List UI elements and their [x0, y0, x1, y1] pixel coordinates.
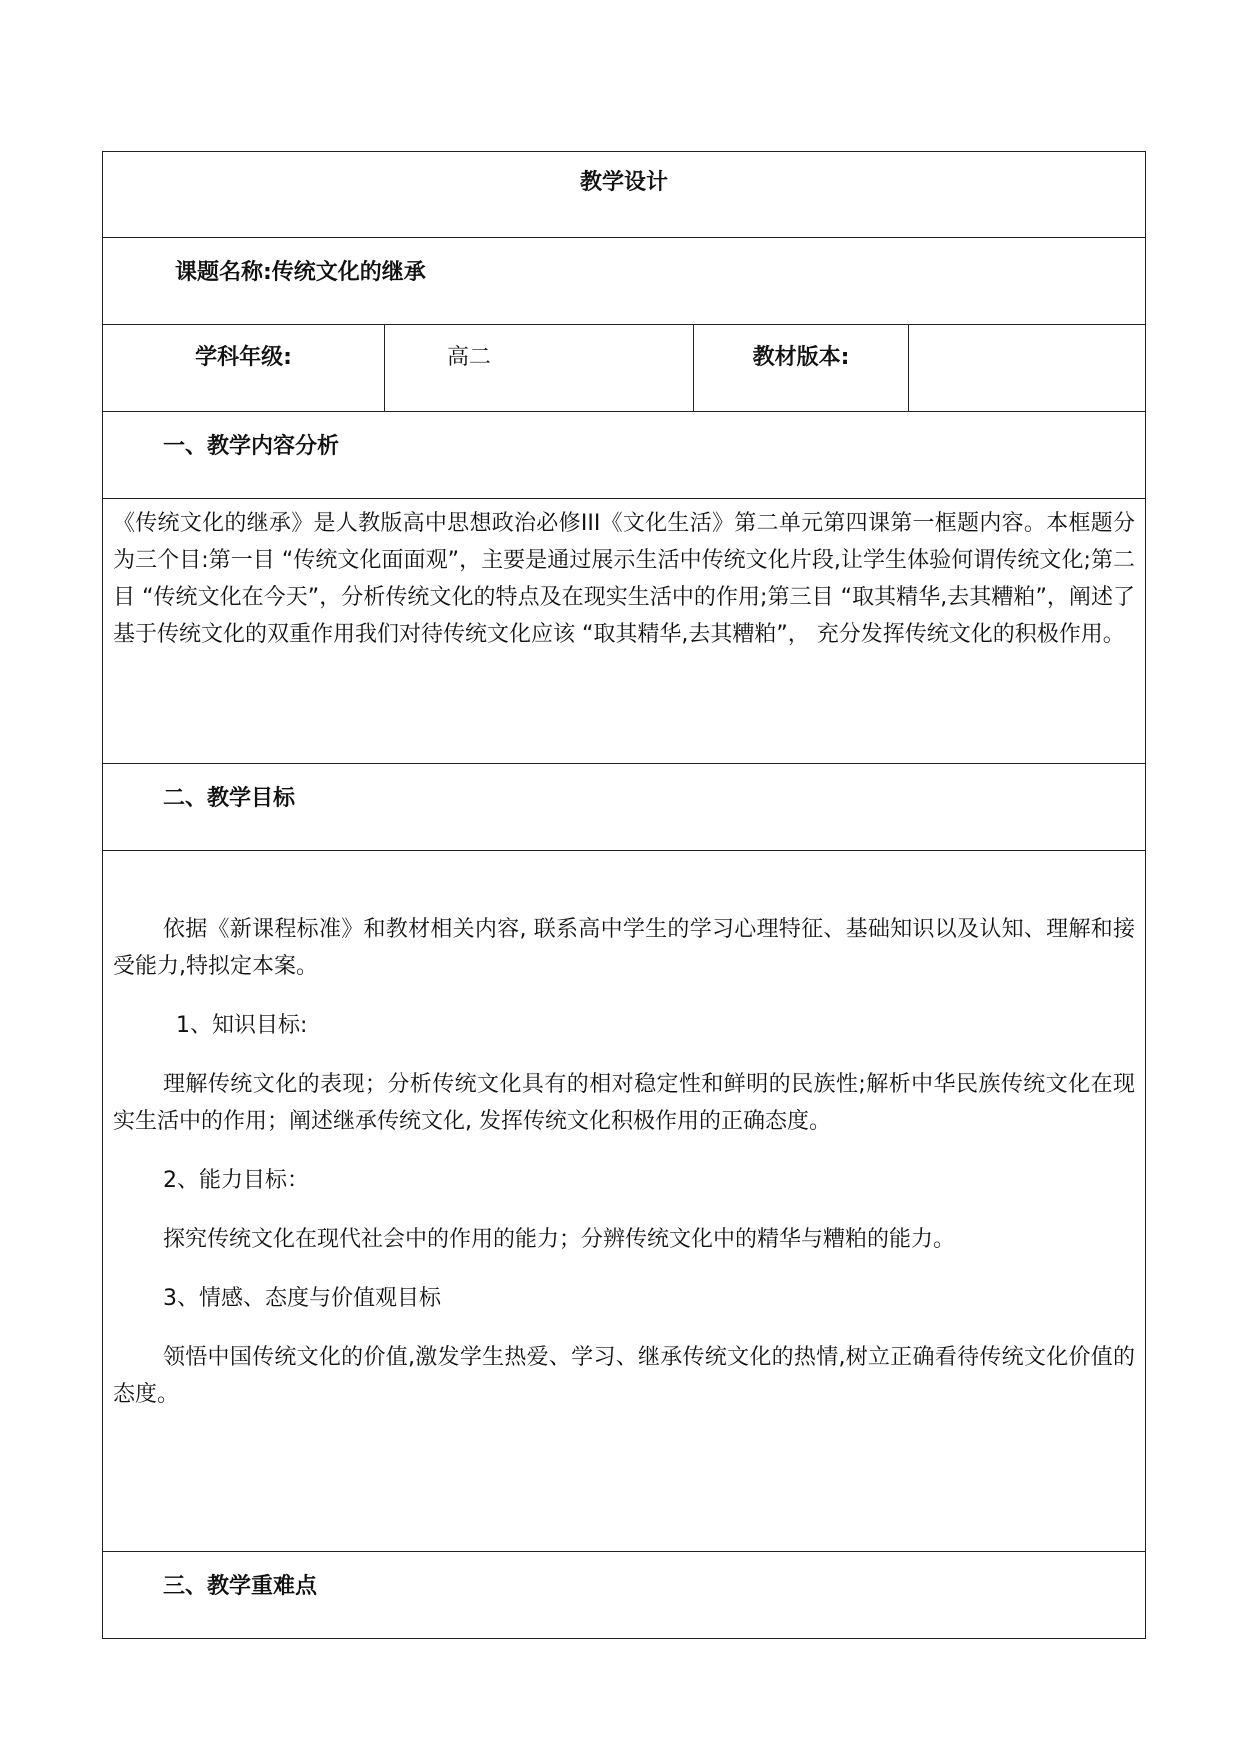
- section2-heading: 二、教学目标: [163, 786, 296, 811]
- grade-value-cell: [385, 325, 694, 412]
- section1-heading: 一、教学内容分析: [163, 434, 340, 459]
- section1-heading-row: [103, 412, 1146, 499]
- section2-heading-cell: [103, 764, 1146, 851]
- doc-title-cell: [103, 152, 1146, 238]
- section3-heading-row: [103, 1552, 1146, 1639]
- grade-row: [103, 325, 1146, 412]
- goal3-text: 领悟中国传统文化的价值,激发学生热爱、学习、继承传统文化的热情,树立正确看待传统文化价值的态度。: [113, 1345, 1136, 1407]
- grade-value: 高二: [447, 345, 492, 370]
- section3-heading-cell: [103, 1552, 1146, 1639]
- section2-body-cell: [103, 851, 1146, 1552]
- goal3-label: 3、情感、态度与价值观目标: [163, 1286, 441, 1311]
- topic-row: [103, 238, 1146, 325]
- section1-body: 《传统文化的继承》是人教版高中思想政治必修III《文化生活》第二单元第四课第一框题内容。本框题分为三个目:第一目 “传统文化面面观”，主要是通过展示生活中传统文化片段,让学生体验何谓传统文化;第二目 “传统文化在今天”，分析传统文化的特点及在现实生活中的作用;第三目 “取其精华,去其糟粕”，阐述了基于传统文化的双重作用我们对待传统文化应该 “取其精华,去其糟粕”， 充分发挥传统文化的积极作用。: [113, 511, 1136, 647]
- goal1-label: 1、知识目标:: [176, 1013, 308, 1038]
- grade-label-cell: [103, 325, 385, 412]
- goal2-label: 2、能力目标：: [163, 1168, 309, 1193]
- goals-intro: 依据《新课程标准》和教材相关内容, 联系高中学生的学习心理特征、基础知识以及认知、理解和接受能力,特拟定本案。: [113, 917, 1136, 979]
- grade-label: 学科年级:: [195, 345, 292, 370]
- edition-value-cell: [909, 325, 1146, 412]
- section1-body-cell: [103, 499, 1146, 764]
- section3-heading: 三、教学重难点: [163, 1574, 318, 1599]
- section1-body-row: [103, 499, 1146, 764]
- section1-heading-cell: [103, 412, 1146, 499]
- edition-label: 教材版本:: [752, 345, 850, 370]
- edition-label-cell: [694, 325, 909, 412]
- section2-body-row: [103, 851, 1146, 1552]
- topic-cell: [103, 238, 1146, 325]
- goal1-text: 理解传统文化的表现；分析传统文化具有的相对稳定性和鲜明的民族性;解析中华民族传统文化在现实生活中的作用；阐述继承传统文化, 发挥传统文化积极作用的正确态度。: [113, 1072, 1136, 1134]
- topic-text: 课题名称:传统文化的继承: [175, 260, 426, 285]
- section2-heading-row: [103, 764, 1146, 851]
- goal2-text: 探究传统文化在现代社会中的作用的能力；分辨传统文化中的精华与糟粕的能力。: [163, 1227, 956, 1252]
- doc-title: 教学设计: [580, 170, 669, 195]
- title-row: [103, 152, 1146, 238]
- lesson-plan-table: [102, 151, 1146, 1639]
